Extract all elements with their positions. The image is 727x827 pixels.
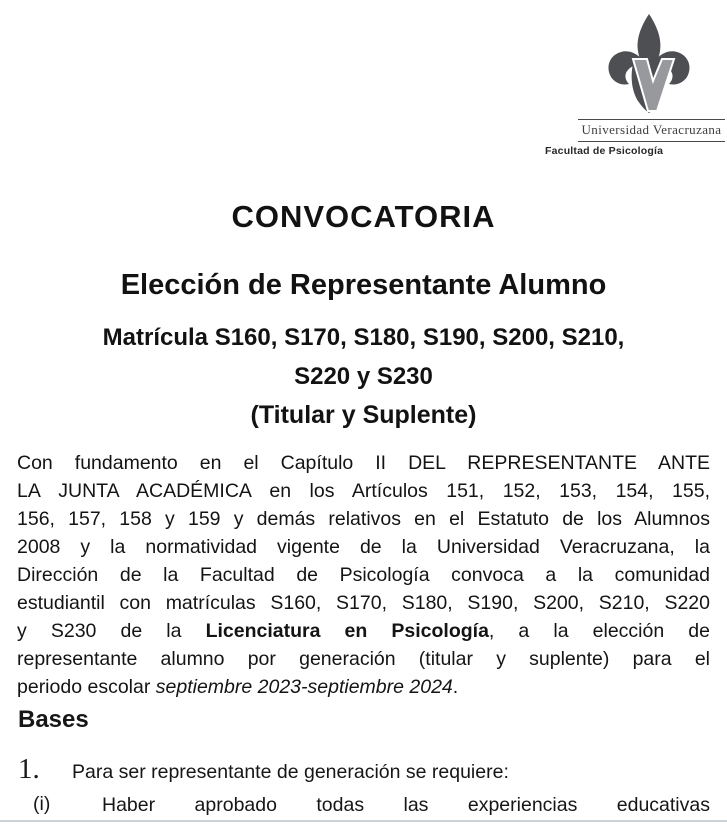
- list-item-1-marker: 1.: [18, 753, 40, 785]
- roles-title: (Titular y Suplente): [250, 401, 477, 429]
- matricula-line-1: Matrícula S160, S170, S180, S190, S200, S210,: [102, 324, 625, 351]
- subject-title: Elección de Representante Alumno: [120, 269, 607, 301]
- list-item-1: [18, 755, 710, 784]
- matricula-line-2: S220 y S230: [294, 363, 433, 390]
- list-subitem-i-text: Haber aprobado todas las experiencias educativas: [102, 794, 710, 816]
- list-subitem-i: [33, 793, 710, 817]
- list-subitem-i-marker: (i): [33, 793, 51, 815]
- intro-paragraph: Con fundamento en el Capítulo II DEL REPRESENTANTE ANTE LA JUNTA ACADÉMICA en los Artículos 151, 152, 153, 154, 155, 156, 157, 158 y 159 y demás relativos en el Estatuto de los Alumnos 2008 y la normatividad vigente de la Universidad Veracruzana, la Dirección de la Facultad de Psicología convoca a la comunidad estudiantil con matrículas S160, S170, S180, S190, S200, S210, S220 y S230 de la Licenciatura en Psicología, a la elección de representante alumno por generación (titular y suplente) para el periodo escolar septiembre 2023-septiembre 2024.: [17, 452, 710, 698]
- list-item-1-text: Para ser representante de generación se requiere:: [72, 761, 509, 783]
- faculty-label: Facultad de Psicología: [545, 145, 664, 157]
- bases-heading: Bases: [18, 706, 89, 733]
- uv-fleur-de-lis-icon: [604, 14, 694, 120]
- university-wordmark: Universidad Veracruzana: [578, 119, 725, 142]
- page-title: CONVOCATORIA: [231, 199, 496, 234]
- page-bottom-divider: [0, 820, 727, 822]
- matricula-title: [0, 318, 727, 396]
